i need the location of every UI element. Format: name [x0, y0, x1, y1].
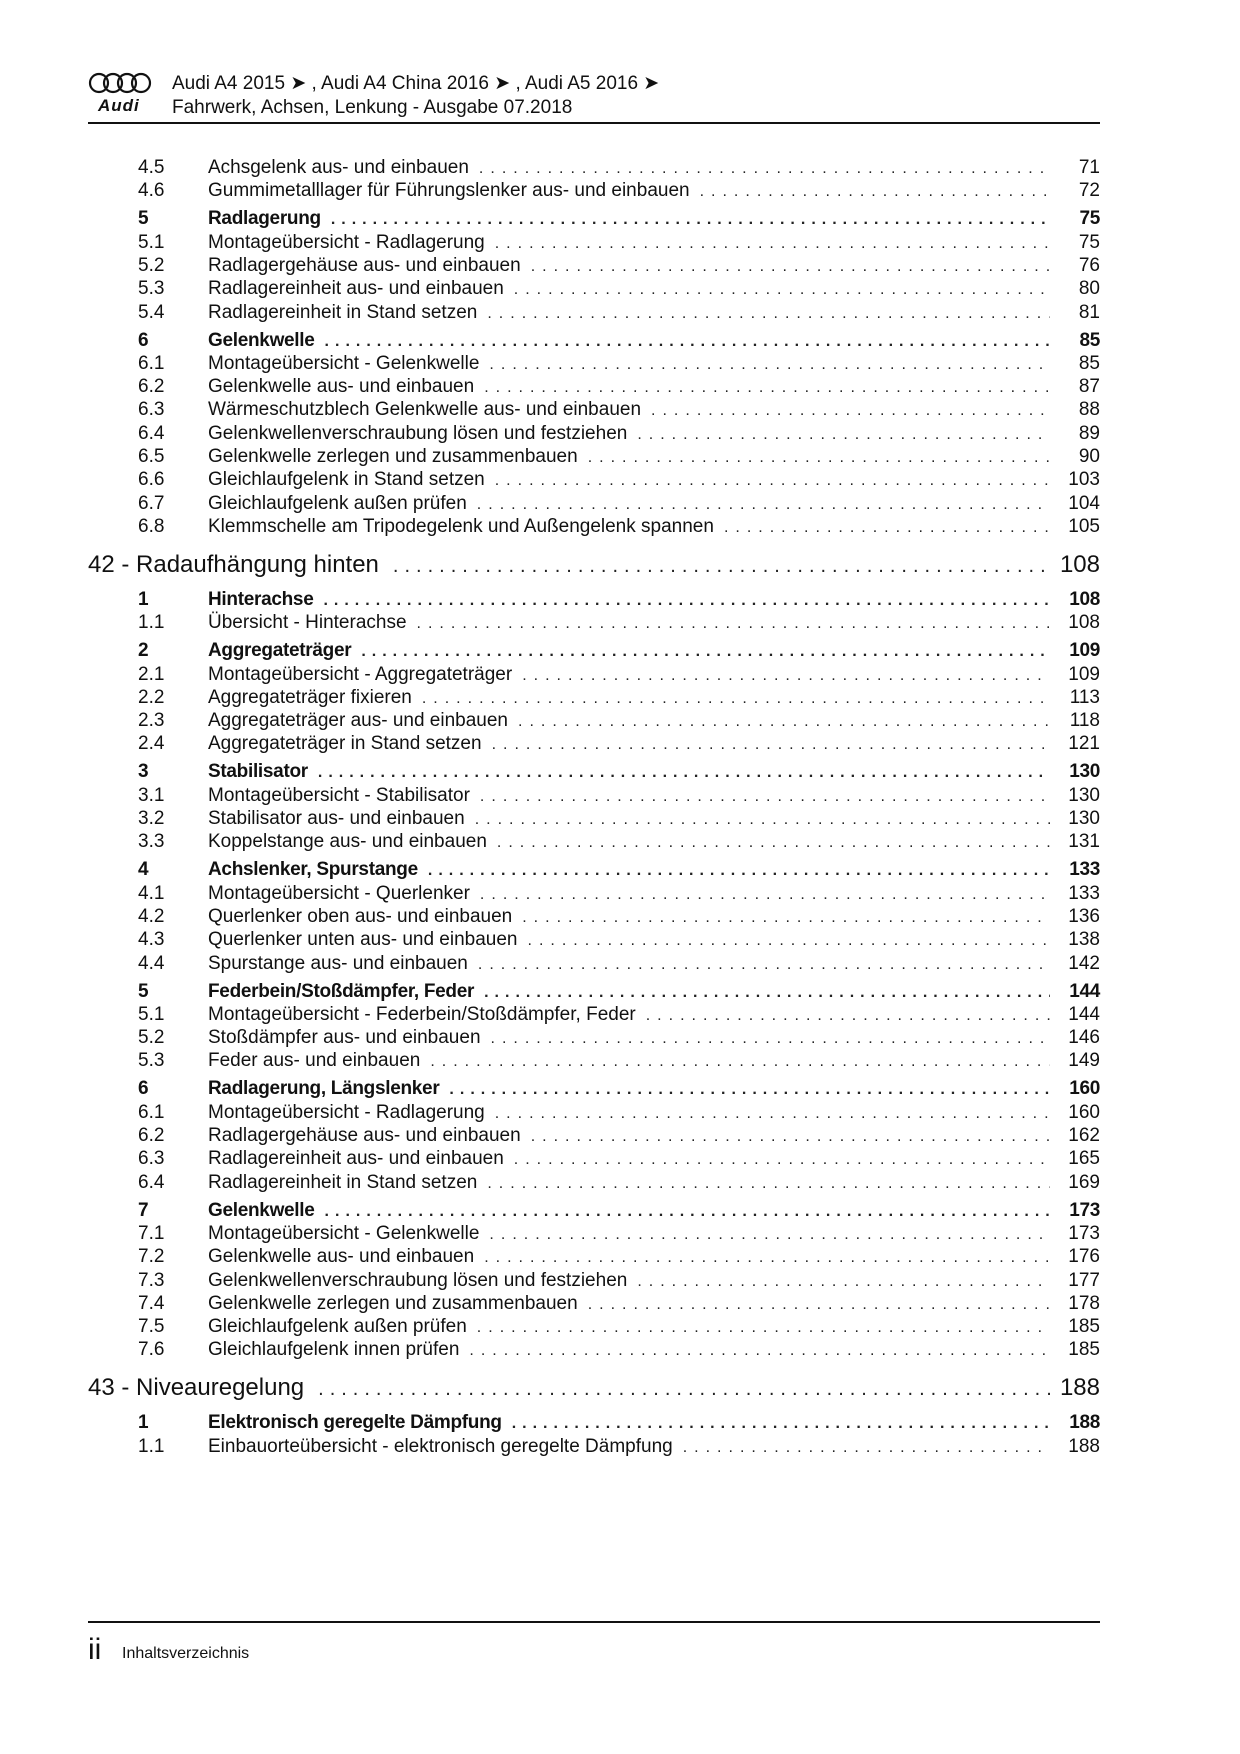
toc-entry-number: 1.1	[138, 1435, 165, 1457]
toc-page-number: 76	[1078, 254, 1100, 276]
toc-page-number: 178	[1068, 1292, 1100, 1314]
toc-entry-row[interactable]	[88, 1244, 1100, 1270]
toc-entry-title-line	[208, 610, 1050, 637]
toc-entry-number: 6.2	[138, 376, 165, 398]
toc-entry-number: 6.6	[138, 469, 165, 491]
toc-page-number: 108	[1068, 612, 1100, 634]
toc-entry-row[interactable]	[88, 708, 1100, 734]
toc-section-row[interactable]	[88, 1198, 1100, 1224]
toc-entry-title: Gelenkwelle aus- und einbauen	[208, 1246, 475, 1268]
toc-entry-title-line	[208, 300, 1050, 327]
toc-entry-title: Gelenkwellenverschraubung lösen und festziehen	[208, 1269, 628, 1291]
toc-entry-title: 42 - Radaufhängung hinten	[88, 550, 379, 578]
footer-page-number: ii	[88, 1633, 102, 1666]
toc-entry-title: Radlagereinheit aus- und einbauen	[208, 1148, 504, 1170]
toc-page-number: 109	[1069, 640, 1100, 662]
toc-entry-title: Gelenkwelle zerlegen und zusammenbauen	[208, 446, 578, 467]
toc-dot-leader	[469, 1338, 1050, 1364]
toc-page-number: 121	[1068, 733, 1100, 755]
toc-entry-row[interactable]	[88, 829, 1100, 855]
toc-entry-title: Montageübersicht - Stabilisator	[208, 784, 470, 806]
toc-entry-number: 5.3	[138, 278, 165, 300]
toc-entry-number: 2.2	[138, 686, 165, 708]
toc-entry-number: 6.1	[138, 352, 165, 374]
toc-entry-number: 6	[138, 329, 149, 351]
toc-entry-title: Radlagereinheit aus- und einbauen	[208, 278, 504, 300]
toc-entry-number: 4	[138, 859, 149, 881]
toc-entry-title: Gelenkwelle	[208, 329, 315, 351]
toc-dot-leader	[724, 515, 1050, 541]
toc-page-number: 85	[1078, 352, 1100, 374]
toc-entry-title: Montageübersicht - Gelenkwelle	[208, 1222, 480, 1244]
toc-entry-title-line	[208, 951, 1050, 978]
toc-chapter-row[interactable]	[88, 1371, 1100, 1405]
toc-dot-leader	[318, 1372, 1050, 1406]
toc-entry-number: 7.2	[138, 1246, 165, 1268]
toc-page-number: 131	[1068, 831, 1100, 853]
toc-page-number: 104	[1068, 492, 1100, 514]
header-manual-title: Fahrwerk, Achsen, Lenkung - Ausgabe 07.2018	[172, 97, 573, 118]
toc-entry-number: 5	[138, 208, 149, 230]
toc-entry-title: Gleichlaufgelenk innen prüfen	[208, 1339, 460, 1361]
toc-entry-number: 7.6	[138, 1339, 165, 1361]
toc-entry-title: Übersicht - Hinterachse	[208, 612, 407, 634]
toc-entry-title: Stoßdämpfer aus- und einbauen	[208, 1027, 481, 1049]
toc-entry-title: Gelenkwelle	[208, 1199, 315, 1221]
toc-page-number: 146	[1068, 1027, 1100, 1049]
toc-page-number: 72	[1078, 180, 1100, 202]
toc-entry-row[interactable]	[88, 904, 1100, 930]
toc-entry-title: Gleichlaufgelenk außen prüfen	[208, 492, 467, 514]
toc-entry-title: Feder aus- und einbauen	[208, 1050, 421, 1072]
toc-entry-row[interactable]	[88, 491, 1100, 517]
toc-dot-leader	[487, 301, 1050, 327]
toc-entry-title: Einbauorteübersicht - elektronisch geregelte Dämpfung	[208, 1435, 673, 1457]
toc-entry-number: 6.4	[138, 422, 165, 444]
toc-entry-title-line	[208, 514, 1050, 541]
toc-page-number: 138	[1068, 929, 1100, 951]
toc-entry-row[interactable]	[88, 374, 1100, 400]
toc-entry-title: 43 - Niveauregelung	[88, 1374, 305, 1402]
toc-page-number: 130	[1068, 784, 1100, 806]
toc-entry-row[interactable]	[88, 1170, 1100, 1196]
toc-entry-title: Querlenker unten aus- und einbauen	[208, 929, 518, 951]
toc-entry-row[interactable]	[88, 927, 1100, 953]
toc-entry-row[interactable]	[88, 397, 1100, 423]
toc-entry-number: 1.1	[138, 612, 165, 634]
toc-entry-row[interactable]	[88, 731, 1100, 757]
toc-entry-number: 7	[138, 1199, 149, 1221]
audi-wordmark: Audi	[98, 96, 140, 115]
toc-page-number: 89	[1078, 422, 1100, 444]
toc-entry-title: Radlagereinheit in Stand setzen	[208, 301, 478, 323]
footer-label: Inhaltsverzeichnis	[122, 1645, 250, 1662]
toc-entry-row[interactable]	[88, 1100, 1100, 1126]
toc-entry-row[interactable]	[88, 685, 1100, 711]
toc-entry-row[interactable]	[88, 881, 1100, 907]
toc-entry-title: Aggregateträger in Stand setzen	[208, 733, 482, 755]
toc-entry-number: 4.1	[138, 882, 165, 904]
audi-logo	[88, 72, 152, 120]
toc-entry-title: Spurstange aus- und einbauen	[208, 952, 468, 974]
toc-entry-row[interactable]	[88, 230, 1100, 256]
toc-entry-number: 5.2	[138, 1027, 165, 1049]
toc-entry-number: 5.1	[138, 231, 165, 253]
toc-entry-number: 1	[138, 588, 149, 610]
toc-page-number: 75	[1079, 208, 1100, 230]
toc-entry-row[interactable]	[88, 1434, 1100, 1460]
toc-page-number: 144	[1069, 980, 1100, 1002]
toc-entry-title: Radlagerung, Längslenker	[208, 1078, 440, 1100]
toc-dot-leader	[487, 1171, 1050, 1197]
toc-entry-row[interactable]	[88, 610, 1100, 636]
toc-entry-title: Klemmschelle am Tripodegelenk und Außengelenk spannen	[208, 515, 714, 537]
toc-entry-row[interactable]	[88, 806, 1100, 832]
toc-entry-row[interactable]	[88, 300, 1100, 326]
toc-entry-title: Aggregateträger aus- und einbauen	[208, 710, 509, 732]
toc-entry-title-line	[208, 829, 1050, 856]
toc-entry-title: Montageübersicht - Gelenkwelle	[208, 352, 480, 374]
toc-entry-number: 2.3	[138, 710, 165, 732]
toc-entry-row[interactable]	[88, 783, 1100, 809]
toc-entry-row[interactable]	[88, 1123, 1100, 1149]
toc-entry-number: 7.4	[138, 1292, 165, 1314]
toc-entry-title: Montageübersicht - Querlenker	[208, 882, 470, 904]
toc-page-number: 113	[1069, 686, 1100, 708]
toc-page-number: 177	[1068, 1269, 1100, 1291]
toc-entry-row[interactable]	[88, 276, 1100, 302]
toc-entry-title-line	[208, 1337, 1050, 1364]
toc-page-number: 169	[1068, 1171, 1100, 1193]
toc-entry-title: Montageübersicht - Radlagerung	[208, 1101, 485, 1123]
toc-entry-title: Radlagergehäuse aus- und einbauen	[208, 1125, 521, 1146]
toc-page-number: 142	[1068, 952, 1100, 974]
toc-section-row[interactable]	[88, 857, 1100, 883]
toc-entry-number: 4.2	[138, 905, 165, 927]
toc-section-row[interactable]	[88, 979, 1100, 1005]
toc-entry-number: 6.2	[138, 1125, 165, 1146]
toc-page-number: 71	[1078, 157, 1100, 178]
toc-entry-number: 5.1	[138, 1003, 165, 1025]
toc-dot-leader	[417, 611, 1050, 637]
toc-entry-number: 1	[138, 1412, 149, 1434]
toc-page-number: 75	[1078, 231, 1100, 253]
header-models: Audi A4 2015 ➤ , Audi A4 China 2016 ➤ , Audi A5 2016 ➤	[172, 73, 660, 94]
toc-entry-row[interactable]	[88, 1291, 1100, 1317]
toc-entry-title-line	[88, 548, 1050, 583]
toc-page-number: 149	[1068, 1050, 1100, 1072]
toc-entry-number: 6.3	[138, 1148, 165, 1170]
toc-page-number: 108	[1069, 588, 1100, 610]
toc-entry-number: 4.6	[138, 180, 165, 202]
toc-page-number: 109	[1068, 663, 1100, 685]
toc-section-row[interactable]	[88, 1076, 1100, 1102]
toc-page-number: 173	[1068, 1222, 1100, 1244]
toc-entry-row[interactable]	[88, 662, 1100, 688]
audi-rings-icon	[88, 72, 152, 96]
toc-section-row[interactable]	[88, 1410, 1100, 1436]
toc-page-number: 144	[1068, 1003, 1100, 1025]
toc-page-number: 176	[1068, 1246, 1100, 1268]
toc-entry-title: Gleichlaufgelenk außen prüfen	[208, 1316, 467, 1338]
toc-entry-number: 2	[138, 640, 149, 662]
toc-entry-title: Radlagereinheit in Stand setzen	[208, 1171, 478, 1193]
toc-entry-number: 5.4	[138, 301, 165, 323]
toc-entry-number: 5.3	[138, 1050, 165, 1072]
toc-entry-row[interactable]	[88, 1048, 1100, 1074]
toc-entry-row[interactable]	[88, 1314, 1100, 1340]
toc-page-number: 90	[1078, 446, 1100, 467]
toc-dot-leader	[700, 179, 1050, 205]
toc-page-number: 85	[1079, 329, 1100, 351]
toc-page-number: 81	[1078, 301, 1100, 323]
toc-page-number: 185	[1068, 1316, 1100, 1338]
toc-entry-row[interactable]	[88, 178, 1100, 204]
toc-entry-row[interactable]	[88, 351, 1100, 377]
toc-entry-title: Stabilisator	[208, 761, 308, 783]
toc-entry-title: Stabilisator aus- und einbauen	[208, 808, 465, 829]
toc-dot-leader	[478, 952, 1050, 978]
toc-entry-title: Montageübersicht - Radlagerung	[208, 231, 485, 253]
toc-page-number: 130	[1069, 761, 1100, 783]
toc-dot-leader	[683, 1435, 1050, 1461]
toc-section-row[interactable]	[88, 759, 1100, 785]
toc-page-number: 136	[1068, 905, 1100, 927]
toc-entry-title: Gelenkwellenverschraubung lösen und festziehen	[208, 422, 628, 444]
toc-entry-title-line	[208, 731, 1050, 758]
toc-page-number: 188	[1059, 1374, 1100, 1402]
toc-entry-title: Aggregateträger	[208, 640, 352, 662]
toc-entry-title-line	[208, 1170, 1050, 1197]
toc-section-row[interactable]	[88, 206, 1100, 232]
toc-entry-number: 4.3	[138, 929, 165, 951]
toc-entry-row[interactable]	[88, 1025, 1100, 1051]
toc-entry-number: 7.3	[138, 1269, 165, 1291]
toc-page-number: 87	[1078, 376, 1100, 398]
toc-page-number: 162	[1068, 1125, 1100, 1146]
toc-entry-title-line	[208, 1434, 1050, 1461]
toc-section-row[interactable]	[88, 587, 1100, 613]
toc-dot-leader	[430, 1049, 1050, 1075]
toc-page-number: 108	[1059, 550, 1100, 578]
toc-page-number: 133	[1069, 859, 1100, 881]
toc-page-number: 80	[1078, 278, 1100, 300]
toc-page-number: 188	[1069, 1412, 1100, 1434]
toc-entry-row[interactable]	[88, 1146, 1100, 1172]
toc-entry-title: Radlagerung	[208, 208, 321, 230]
toc-entry-title: Federbein/Stoßdämpfer, Feder	[208, 980, 475, 1002]
toc-entry-number: 7.5	[138, 1316, 165, 1338]
toc-entry-title-line	[208, 1048, 1050, 1075]
toc-entry-number: 4.5	[138, 157, 165, 178]
toc-entry-number: 6	[138, 1078, 149, 1100]
toc-entry-number: 6.4	[138, 1171, 165, 1193]
toc-entry-row[interactable]	[88, 155, 1100, 181]
toc-entry-number: 3.3	[138, 831, 165, 853]
toc-page-number: 160	[1068, 1101, 1100, 1123]
toc-entry-row[interactable]	[88, 444, 1100, 470]
toc-entry-number: 5.2	[138, 254, 165, 276]
toc-page-number: 133	[1068, 882, 1100, 904]
toc-page-number: 160	[1069, 1078, 1100, 1100]
toc-entry-number: 6.5	[138, 446, 165, 467]
toc-entry-row[interactable]	[88, 1337, 1100, 1363]
toc-entry-title: Montageübersicht - Aggregateträger	[208, 663, 513, 685]
toc-entry-number: 2.4	[138, 733, 165, 755]
toc-entry-number: 3.1	[138, 784, 165, 806]
toc-entry-title: Koppelstange aus- und einbauen	[208, 831, 487, 853]
toc-entry-title: Wärmeschutzblech Gelenkwelle aus- und einbauen	[208, 399, 642, 421]
toc-entry-number: 4.4	[138, 952, 165, 974]
toc-entry-row[interactable]	[88, 951, 1100, 977]
toc-entry-row[interactable]	[88, 467, 1100, 493]
toc-entry-title: Gummimetalllager für Führungslenker aus- und einbauen	[208, 180, 690, 202]
toc-entry-title: Radlagergehäuse aus- und einbauen	[208, 254, 521, 276]
toc-entry-title-line	[88, 1371, 1050, 1406]
toc-page-number: 188	[1068, 1435, 1100, 1457]
toc-entry-title-line	[208, 178, 1050, 205]
toc-page-number: 118	[1069, 710, 1100, 732]
toc-entry-title: Gelenkwelle aus- und einbauen	[208, 376, 475, 398]
toc-page-number: 103	[1068, 469, 1100, 491]
header-divider	[88, 122, 1100, 124]
toc-entry-number: 2.1	[138, 663, 165, 685]
toc-section-row[interactable]	[88, 638, 1100, 664]
toc-dot-leader	[497, 830, 1050, 856]
toc-entry-title: Gleichlaufgelenk in Stand setzen	[208, 469, 485, 491]
toc-page-number: 173	[1069, 1199, 1100, 1221]
toc-entry-title: Achsgelenk aus- und einbauen	[208, 157, 469, 178]
toc-entry-row[interactable]	[88, 421, 1100, 447]
toc-entry-row[interactable]	[88, 1268, 1100, 1294]
toc-entry-number: 3	[138, 761, 149, 783]
toc-entry-title: Aggregateträger fixieren	[208, 686, 412, 708]
footer-divider	[88, 1621, 1100, 1623]
toc-page-number: 88	[1078, 399, 1100, 421]
toc-entry-number: 6.1	[138, 1101, 165, 1123]
toc-entry-row[interactable]	[88, 1002, 1100, 1028]
toc-entry-number: 3.2	[138, 808, 165, 829]
toc-entry-title: Gelenkwelle zerlegen und zusammenbauen	[208, 1292, 578, 1314]
toc-entry-number: 5	[138, 980, 149, 1002]
toc-entry-row[interactable]	[88, 514, 1100, 540]
toc-entry-title: Achslenker, Spurstange	[208, 859, 418, 881]
toc-entry-title: Hinterachse	[208, 588, 314, 610]
toc-page-number: 105	[1068, 515, 1100, 537]
toc-entry-number: 6.3	[138, 399, 165, 421]
toc-dot-leader	[393, 549, 1050, 583]
toc-dot-leader	[492, 732, 1050, 758]
toc-page-number: 130	[1068, 808, 1100, 829]
toc-entry-number: 6.8	[138, 515, 165, 537]
toc-page-number: 185	[1068, 1339, 1100, 1361]
toc-entry-row[interactable]	[88, 1221, 1100, 1247]
toc-entry-title: Querlenker oben aus- und einbauen	[208, 905, 513, 927]
toc-entry-number: 7.1	[138, 1222, 165, 1244]
toc-entry-row[interactable]	[88, 253, 1100, 279]
page-header	[88, 70, 1100, 122]
toc-section-row[interactable]	[88, 328, 1100, 354]
toc-page-number: 165	[1068, 1148, 1100, 1170]
toc-entry-number: 6.7	[138, 492, 165, 514]
toc-entry-title: Montageübersicht - Federbein/Stoßdämpfer, Feder	[208, 1003, 636, 1025]
toc-entry-title: Elektronisch geregelte Dämpfung	[208, 1412, 502, 1434]
toc-chapter-row[interactable]	[88, 548, 1100, 582]
